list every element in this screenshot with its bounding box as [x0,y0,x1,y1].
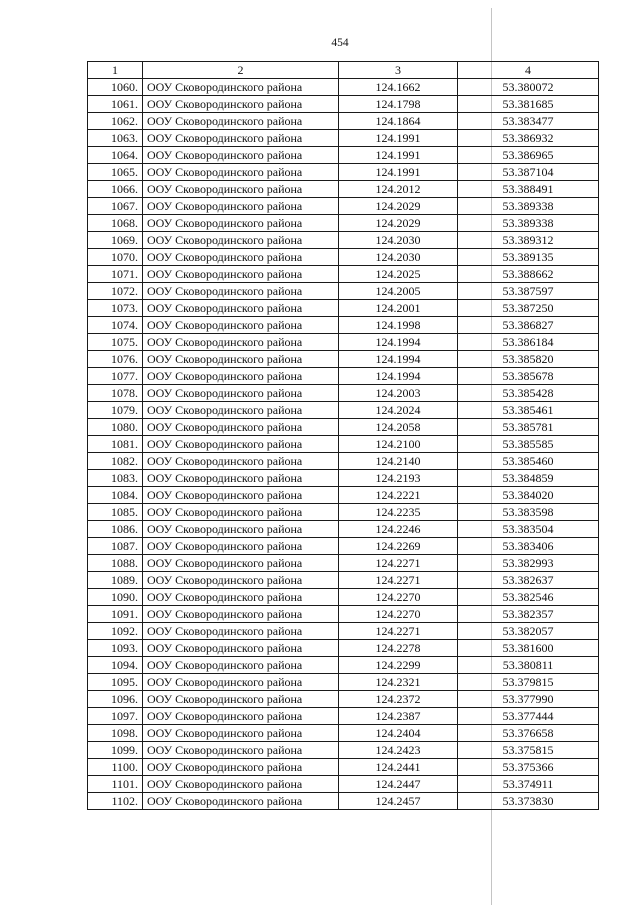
row-number: 1090. [88,589,143,606]
table-row [88,521,599,538]
row-number: 1102. [88,793,143,810]
row-number: 1084. [88,487,143,504]
row-number: 1066. [88,181,143,198]
row-latitude: 53.374911 [458,776,599,793]
header-col-2: 2 [143,62,339,79]
row-longitude: 124.2012 [339,181,458,198]
row-number: 1062. [88,113,143,130]
table-row [88,147,599,164]
table-row [88,555,599,572]
row-district-name: ООУ Сковородинского района [143,147,339,164]
row-number: 1099. [88,742,143,759]
row-latitude: 53.386932 [458,130,599,147]
coordinates-table [87,61,599,810]
table-row [88,470,599,487]
row-number: 1081. [88,436,143,453]
table-row [88,793,599,810]
table-row [88,249,599,266]
row-number: 1094. [88,657,143,674]
row-district-name: ООУ Сковородинского района [143,640,339,657]
row-latitude: 53.385820 [458,351,599,368]
row-longitude: 124.2100 [339,436,458,453]
row-longitude: 124.1991 [339,164,458,181]
table-header [88,62,599,79]
table-row [88,759,599,776]
row-number: 1087. [88,538,143,555]
table-row [88,657,599,674]
row-longitude: 124.2024 [339,402,458,419]
row-latitude: 53.373830 [458,793,599,810]
row-district-name: ООУ Сковородинского района [143,334,339,351]
row-longitude: 124.2447 [339,776,458,793]
row-longitude: 124.1998 [339,317,458,334]
table-row [88,538,599,555]
row-district-name: ООУ Сковородинского района [143,555,339,572]
row-longitude: 124.2221 [339,487,458,504]
row-longitude: 124.2457 [339,793,458,810]
table-row [88,300,599,317]
row-number: 1072. [88,283,143,300]
row-number: 1079. [88,402,143,419]
row-district-name: ООУ Сковородинского района [143,453,339,470]
row-district-name: ООУ Сковородинского района [143,606,339,623]
table-row [88,572,599,589]
row-latitude: 53.382057 [458,623,599,640]
row-district-name: ООУ Сковородинского района [143,385,339,402]
row-number: 1061. [88,96,143,113]
row-number: 1083. [88,470,143,487]
row-district-name: ООУ Сковородинского района [143,368,339,385]
table-row [88,96,599,113]
row-longitude: 124.2299 [339,657,458,674]
row-latitude: 53.389135 [458,249,599,266]
row-latitude: 53.385428 [458,385,599,402]
row-district-name: ООУ Сковородинского района [143,674,339,691]
row-latitude: 53.375815 [458,742,599,759]
row-latitude: 53.381685 [458,96,599,113]
row-latitude: 53.385585 [458,436,599,453]
row-longitude: 124.2271 [339,623,458,640]
row-number: 1068. [88,215,143,232]
table-row [88,402,599,419]
row-latitude: 53.385460 [458,453,599,470]
row-latitude: 53.388491 [458,181,599,198]
row-longitude: 124.1864 [339,113,458,130]
row-district-name: ООУ Сковородинского района [143,130,339,147]
row-number: 1069. [88,232,143,249]
row-latitude: 53.381600 [458,640,599,657]
table-row [88,385,599,402]
row-latitude: 53.380811 [458,657,599,674]
row-latitude: 53.386184 [458,334,599,351]
row-latitude: 53.389312 [458,232,599,249]
row-longitude: 124.2140 [339,453,458,470]
table-row [88,181,599,198]
row-longitude: 124.2269 [339,538,458,555]
table-row [88,674,599,691]
row-number: 1080. [88,419,143,436]
row-longitude: 124.1994 [339,368,458,385]
table-row [88,708,599,725]
row-longitude: 124.2270 [339,606,458,623]
table-row [88,776,599,793]
table-row [88,198,599,215]
row-number: 1076. [88,351,143,368]
row-latitude: 53.383598 [458,504,599,521]
table-row [88,79,599,96]
table-row [88,623,599,640]
row-district-name: ООУ Сковородинского района [143,538,339,555]
row-number: 1091. [88,606,143,623]
row-latitude: 53.389338 [458,198,599,215]
row-latitude: 53.385461 [458,402,599,419]
row-district-name: ООУ Сковородинского района [143,623,339,640]
row-latitude: 53.382357 [458,606,599,623]
row-latitude: 53.375366 [458,759,599,776]
table-row [88,368,599,385]
row-district-name: ООУ Сковородинского района [143,572,339,589]
row-longitude: 124.2441 [339,759,458,776]
row-district-name: ООУ Сковородинского района [143,521,339,538]
row-number: 1065. [88,164,143,181]
row-longitude: 124.2058 [339,419,458,436]
row-latitude: 53.385781 [458,419,599,436]
row-longitude: 124.1991 [339,130,458,147]
row-district-name: ООУ Сковородинского района [143,776,339,793]
row-number: 1101. [88,776,143,793]
table-row [88,113,599,130]
table-row [88,453,599,470]
row-longitude: 124.2005 [339,283,458,300]
row-latitude: 53.383477 [458,113,599,130]
row-number: 1067. [88,198,143,215]
row-latitude: 53.387250 [458,300,599,317]
row-longitude: 124.2030 [339,249,458,266]
row-latitude: 53.387104 [458,164,599,181]
row-longitude: 124.2372 [339,691,458,708]
row-district-name: ООУ Сковородинского района [143,232,339,249]
row-number: 1100. [88,759,143,776]
row-longitude: 124.2235 [339,504,458,521]
table-row [88,504,599,521]
row-latitude: 53.386965 [458,147,599,164]
row-district-name: ООУ Сковородинского района [143,249,339,266]
row-district-name: ООУ Сковородинского района [143,300,339,317]
table-row [88,487,599,504]
row-number: 1095. [88,674,143,691]
row-latitude: 53.383504 [458,521,599,538]
row-longitude: 124.2278 [339,640,458,657]
row-district-name: ООУ Сковородинского района [143,691,339,708]
row-district-name: ООУ Сковородинского района [143,351,339,368]
table-row [88,164,599,181]
table-body [88,79,599,810]
row-latitude: 53.388662 [458,266,599,283]
row-longitude: 124.2001 [339,300,458,317]
row-latitude: 53.384859 [458,470,599,487]
row-latitude: 53.382546 [458,589,599,606]
row-number: 1064. [88,147,143,164]
row-longitude: 124.2029 [339,198,458,215]
table-row [88,317,599,334]
row-number: 1074. [88,317,143,334]
row-number: 1073. [88,300,143,317]
row-number: 1089. [88,572,143,589]
row-latitude: 53.389338 [458,215,599,232]
row-latitude: 53.382993 [458,555,599,572]
row-number: 1097. [88,708,143,725]
row-number: 1071. [88,266,143,283]
row-latitude: 53.376658 [458,725,599,742]
row-latitude: 53.382637 [458,572,599,589]
row-number: 1078. [88,385,143,402]
table-row [88,283,599,300]
table-row [88,606,599,623]
row-number: 1093. [88,640,143,657]
table-row [88,351,599,368]
row-district-name: ООУ Сковородинского района [143,96,339,113]
row-district-name: ООУ Сковородинского района [143,164,339,181]
row-longitude: 124.2270 [339,589,458,606]
row-latitude: 53.384020 [458,487,599,504]
row-longitude: 124.2003 [339,385,458,402]
row-longitude: 124.1991 [339,147,458,164]
row-longitude: 124.2030 [339,232,458,249]
header-row [88,62,599,79]
row-district-name: ООУ Сковородинского района [143,708,339,725]
row-longitude: 124.1994 [339,351,458,368]
row-number: 1092. [88,623,143,640]
row-longitude: 124.2387 [339,708,458,725]
table-row [88,436,599,453]
row-latitude: 53.377990 [458,691,599,708]
row-district-name: ООУ Сковородинского района [143,181,339,198]
row-district-name: ООУ Сковородинского района [143,283,339,300]
row-district-name: ООУ Сковородинского района [143,725,339,742]
row-district-name: ООУ Сковородинского района [143,402,339,419]
row-district-name: ООУ Сковородинского района [143,266,339,283]
row-district-name: ООУ Сковородинского района [143,79,339,96]
table-row [88,215,599,232]
row-longitude: 124.2271 [339,555,458,572]
row-longitude: 124.1798 [339,96,458,113]
row-number: 1086. [88,521,143,538]
row-latitude: 53.377444 [458,708,599,725]
row-district-name: ООУ Сковородинского района [143,215,339,232]
table-row [88,130,599,147]
row-number: 1098. [88,725,143,742]
table-row [88,266,599,283]
row-latitude: 53.380072 [458,79,599,96]
row-district-name: ООУ Сковородинского района [143,759,339,776]
row-latitude: 53.379815 [458,674,599,691]
row-longitude: 124.1662 [339,79,458,96]
row-longitude: 124.2193 [339,470,458,487]
row-district-name: ООУ Сковородинского района [143,470,339,487]
row-number: 1082. [88,453,143,470]
row-district-name: ООУ Сковородинского района [143,419,339,436]
table-row [88,419,599,436]
row-district-name: ООУ Сковородинского района [143,657,339,674]
row-district-name: ООУ Сковородинского района [143,487,339,504]
table-row [88,725,599,742]
row-number: 1060. [88,79,143,96]
table-row [88,334,599,351]
row-district-name: ООУ Сковородинского района [143,436,339,453]
table-row [88,232,599,249]
row-district-name: ООУ Сковородинского района [143,113,339,130]
row-district-name: ООУ Сковородинского района [143,742,339,759]
row-district-name: ООУ Сковородинского района [143,793,339,810]
row-number: 1070. [88,249,143,266]
row-longitude: 124.2404 [339,725,458,742]
row-district-name: ООУ Сковородинского района [143,504,339,521]
row-latitude: 53.387597 [458,283,599,300]
row-district-name: ООУ Сковородинского района [143,198,339,215]
row-number: 1075. [88,334,143,351]
row-longitude: 124.2029 [339,215,458,232]
row-number: 1063. [88,130,143,147]
header-col-1: 1 [88,62,143,79]
row-number: 1085. [88,504,143,521]
page-number: 454 [331,37,349,49]
row-latitude: 53.385678 [458,368,599,385]
row-longitude: 124.1994 [339,334,458,351]
table-row [88,640,599,657]
row-latitude: 53.383406 [458,538,599,555]
row-number: 1077. [88,368,143,385]
table-row [88,589,599,606]
row-longitude: 124.2321 [339,674,458,691]
row-longitude: 124.2025 [339,266,458,283]
row-latitude: 53.386827 [458,317,599,334]
row-longitude: 124.2271 [339,572,458,589]
row-district-name: ООУ Сковородинского района [143,589,339,606]
row-number: 1096. [88,691,143,708]
header-col-3: 3 [339,62,458,79]
row-district-name: ООУ Сковородинского района [143,317,339,334]
header-col-4: 4 [458,62,599,79]
row-longitude: 124.2423 [339,742,458,759]
row-number: 1088. [88,555,143,572]
table-row [88,742,599,759]
row-longitude: 124.2246 [339,521,458,538]
table-row [88,691,599,708]
